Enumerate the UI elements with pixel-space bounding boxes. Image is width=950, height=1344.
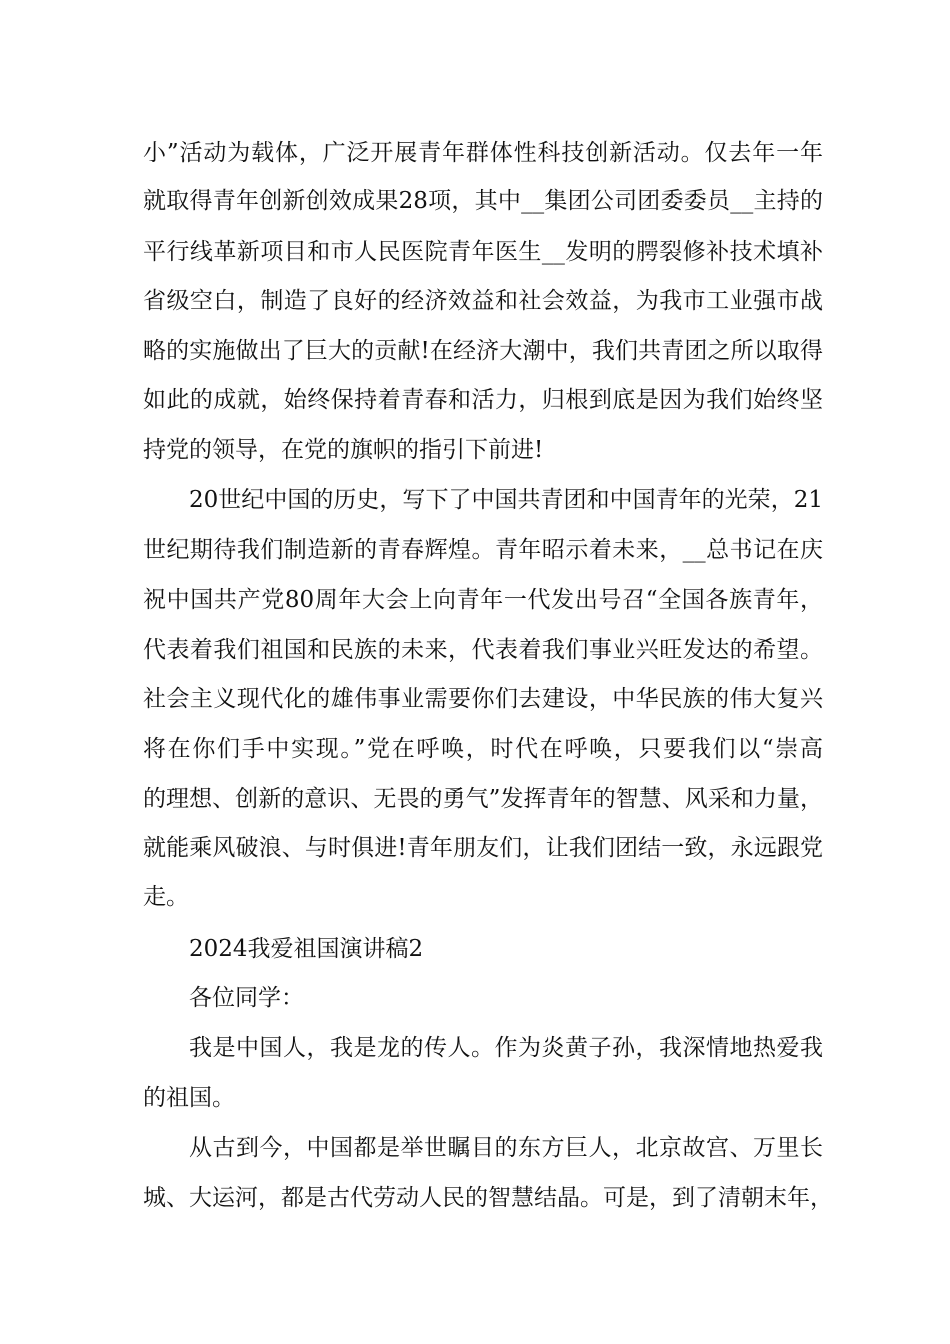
text-line: 城、大运河，都是古代劳动人民的智慧结晶。可是，到了清朝末年， <box>143 1185 833 1211</box>
text-line: 省级空白，制造了良好的经济效益和社会效益，为我市工业强市战 <box>143 288 823 314</box>
text-line: 祝中国共产党80周年大会上向青年一代发出号召“全国各族青年， <box>143 587 823 613</box>
text-line: 就取得青年创新创效成果28项，其中__集团公司团委委员__主持的 <box>143 188 823 214</box>
text-line: 从古到今，中国都是举世瞩目的东方巨人，北京故宫、万里长 <box>189 1135 823 1161</box>
text-line: 将在你们手中实现。”党在呼唤，时代在呼唤，只要我们以“崇高 <box>143 736 823 762</box>
text-line: 代表着我们祖国和民族的未来，代表着我们事业兴旺发达的希望。 <box>143 637 823 663</box>
text-line: 持党的领导，在党的旗帜的指引下前进! <box>143 437 544 463</box>
text-line: 20世纪中国的历史，写下了中国共青团和中国青年的光荣，21 <box>189 487 823 513</box>
text-line: 世纪期待我们制造新的青春辉煌。青年昭示着未来，__总书记在庆 <box>143 537 823 563</box>
text-line: 小”活动为载体，广泛开展青年群体性科技创新活动。仅去年一年 <box>143 140 823 166</box>
text-line: 略的实施做出了巨大的贡献!在经济大潮中，我们共青团之所以取得 <box>143 338 823 364</box>
text-line: 如此的成就，始终保持着青春和活力，归根到底是因为我们始终坚 <box>143 387 823 413</box>
text-line: 我是中国人，我是龙的传人。作为炎黄子孙，我深情地热爱我 <box>189 1035 823 1061</box>
salutation: 各位同学： <box>189 985 304 1011</box>
text-line: 平行线革新项目和市人民医院青年医生__发明的腭裂修补技术填补 <box>143 239 823 265</box>
text-line: 的理想、创新的意识、无畏的勇气”发挥青年的智慧、风采和力量， <box>143 786 823 812</box>
text-line: 走。 <box>143 884 189 910</box>
text-line: 的祖国。 <box>143 1085 235 1111</box>
text-line: 就能乘风破浪、与时俱进!青年朋友们，让我们团结一致，永远跟党 <box>143 835 823 861</box>
text-line: 社会主义现代化的雄伟事业需要你们去建设，中华民族的伟大复兴 <box>143 686 823 712</box>
section-heading: 2024我爱祖国演讲稿2 <box>189 936 424 962</box>
